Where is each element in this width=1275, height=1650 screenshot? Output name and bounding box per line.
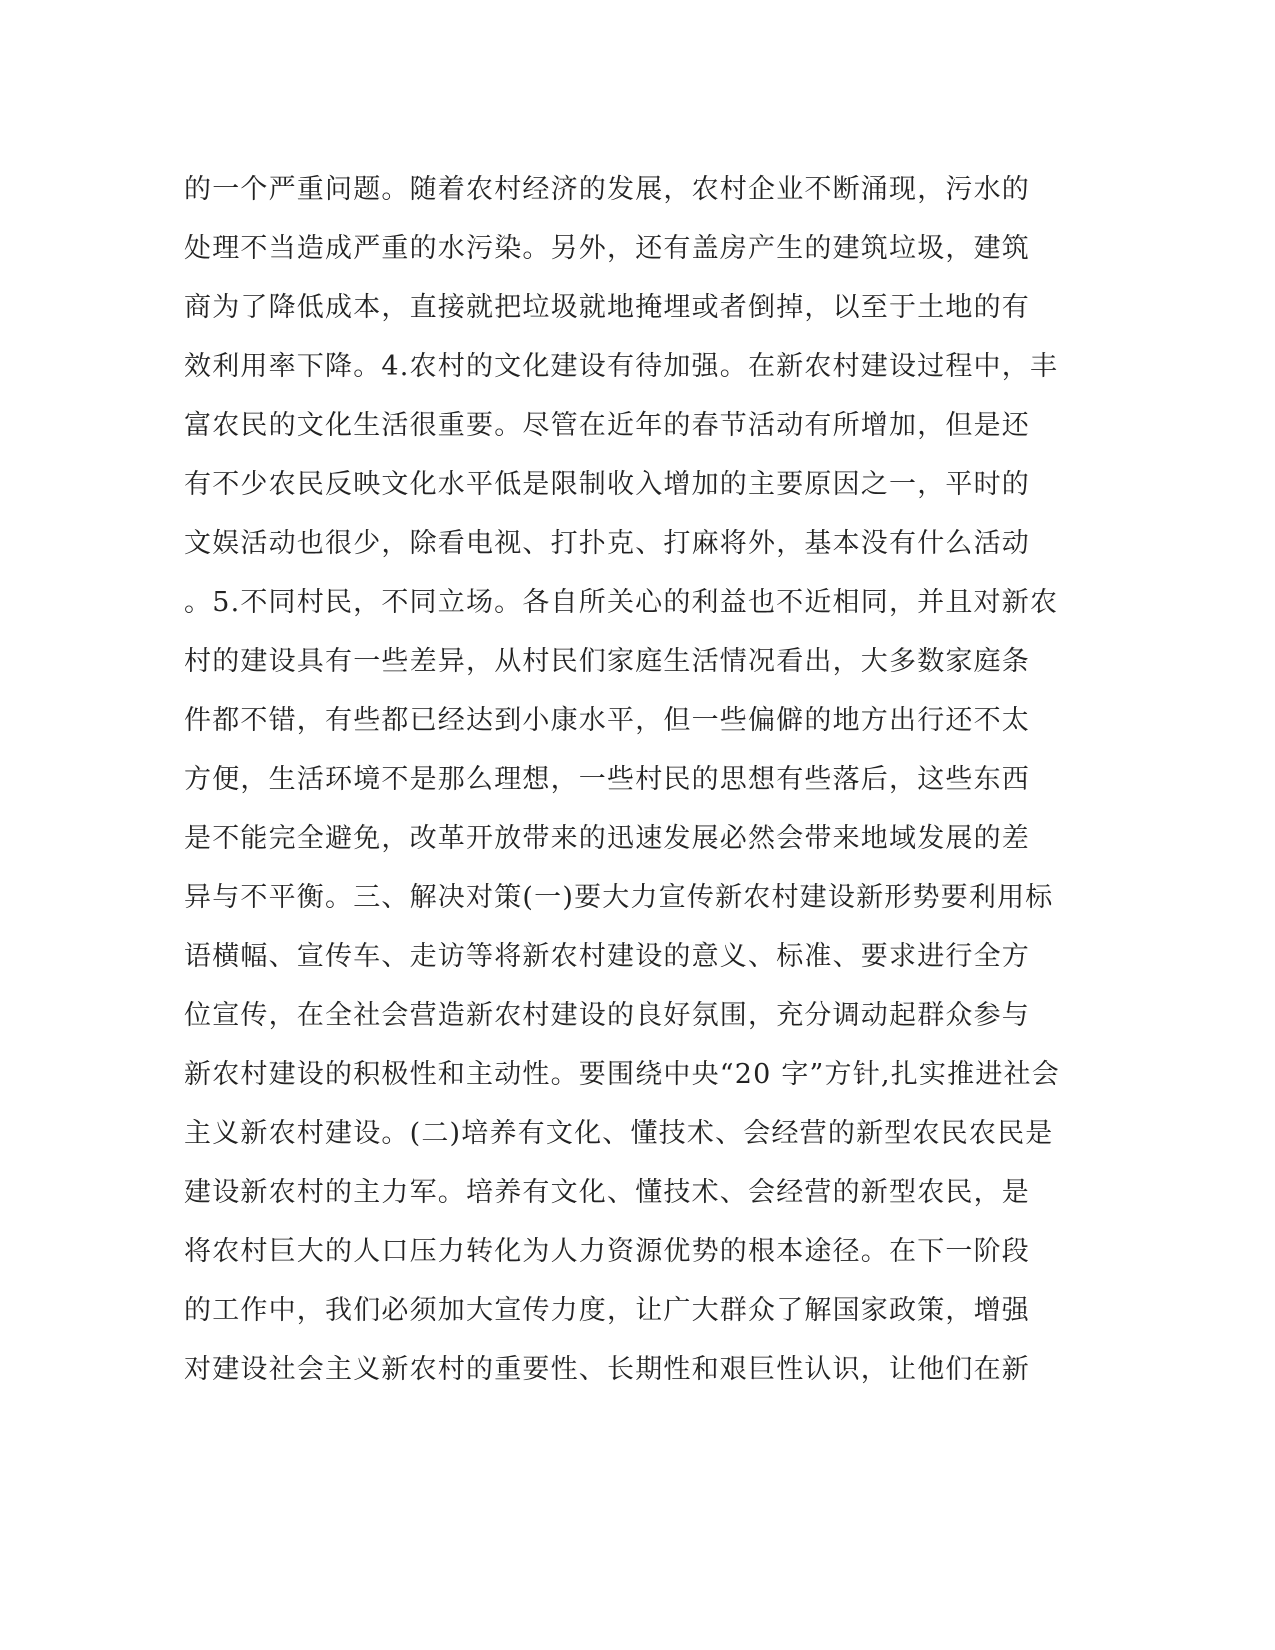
text-line: 的工作中，我们必须加大宣传力度，让广大群众了解国家政策，增强: [184, 1295, 1030, 1326]
text-line: 语横幅、宣传车、走访等将新农村建设的意义、标准、要求进行全方: [184, 941, 1030, 972]
text-line: 方便，生活环境不是那么理想，一些村民的思想有些落后，这些东西: [184, 764, 1030, 795]
text-line: 是不能完全避免，改革开放带来的迅速发展必然会带来地域发展的差: [184, 823, 1030, 854]
text-line: 村的建设具有一些差异，从村民们家庭生活情况看出，大多数家庭条: [184, 646, 1030, 677]
text-line: 异与不平衡。三、解决对策(一)要大力宣传新农村建设新形势要利用标: [184, 882, 1054, 913]
text-line: 对建设社会主义新农村的重要性、长期性和艰巨性认识，让他们在新: [184, 1354, 1030, 1385]
text-line: 处理不当造成严重的水污染。另外，还有盖房产生的建筑垃圾，建筑: [184, 233, 1030, 264]
text-line: 有不少农民反映文化水平低是限制收入增加的主要原因之一，平时的: [184, 469, 1030, 500]
text-line: 。5.不同村民，不同立场。各自所关心的利益也不近相同，并且对新农: [184, 587, 1059, 618]
text-line: 商为了降低成本，直接就把垃圾就地掩埋或者倒掉，以至于土地的有: [184, 292, 1030, 323]
body-text: [184, 160, 1060, 1399]
text-line: 将农村巨大的人口压力转化为人力资源优势的根本途径。在下一阶段: [184, 1236, 1030, 1267]
text-line: 主义新农村建设。(二)培养有文化、懂技术、会经营的新型农民农民是: [184, 1118, 1054, 1149]
text-line: 效利用率下降。4.农村的文化建设有待加强。在新农村建设过程中，丰: [184, 351, 1059, 382]
text-line: 的一个严重问题。随着农村经济的发展，农村企业不断涌现，污水的: [184, 174, 1030, 205]
text-line: 建设新农村的主力军。培养有文化、懂技术、会经营的新型农民，是: [184, 1177, 1030, 1208]
text-line: 新农村建设的积极性和主动性。要围绕中央“20 字”方针,扎实推进社会: [184, 1059, 1060, 1090]
text-line: 位宣传，在全社会营造新农村建设的良好氛围，充分调动起群众参与: [184, 1000, 1030, 1031]
text-line: 文娱活动也很少，除看电视、打扑克、打麻将外，基本没有什么活动: [184, 528, 1030, 559]
text-line: 件都不错，有些都已经达到小康水平，但一些偏僻的地方出行还不太: [184, 705, 1030, 736]
text-line: 富农民的文化生活很重要。尽管在近年的春节活动有所增加，但是还: [184, 410, 1030, 441]
